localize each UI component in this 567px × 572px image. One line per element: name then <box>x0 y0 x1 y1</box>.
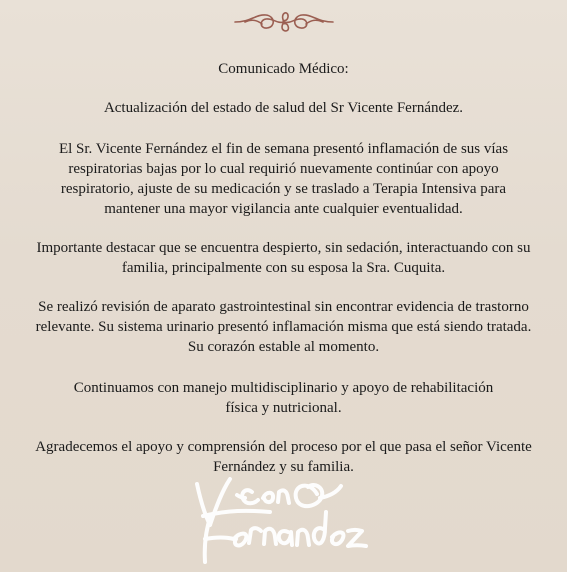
vicente-fernandez-signature <box>185 467 375 572</box>
paragraph-treatment <box>0 378 567 418</box>
paragraph-line: respiratorias bajas por lo cual requirió nuevamente continúar con apoyo <box>68 161 499 177</box>
ornament-scroll-icon <box>233 6 335 38</box>
paragraph-consciousness-status <box>0 238 567 278</box>
paragraph-line: relevante. Su sistema urinario presentó inflamación misma que está siendo tratada. <box>35 319 532 335</box>
paragraph-line: Se realizó revisión de aparato gastrointestinal sin encontrar evidencia de trastorno <box>38 299 529 315</box>
paragraph-line: Su corazón estable al momento. <box>187 339 380 355</box>
paragraph-line: respiratorio, ajuste de su medicación y se traslado a Terapia Intensiva para <box>60 181 507 197</box>
paragraph-line: Fernández y su familia. <box>213 459 354 475</box>
document-title: Comunicado Médico: <box>218 61 349 77</box>
paragraph-line: mantener una mayor vigilancia ante cualquier eventualidad. <box>104 201 463 217</box>
paragraph-respiratory-status <box>0 139 567 219</box>
paragraph-line: El Sr. Vicente Fernández el fin de semana presentó inflamación de sus vías <box>58 141 509 157</box>
paragraph-organ-review <box>0 297 567 357</box>
document-subtitle: Actualización del estado de salud del Sr Vicente Fernández. <box>103 100 464 116</box>
paragraph-line: Continuamos con manejo multidisciplinario y apoyo de rehabilitación <box>73 380 494 396</box>
paragraph-line: Importante destacar que se encuentra despierto, sin sedación, interactuando con su <box>36 240 531 256</box>
paragraph-line: familia, principalmente con su esposa la Sra. Cuquita. <box>121 260 446 276</box>
paragraph-line: Agradecemos el apoyo y comprensión del proceso por el que pasa el señor Vicente <box>35 439 532 455</box>
paragraph-line: física y nutricional. <box>225 400 342 416</box>
